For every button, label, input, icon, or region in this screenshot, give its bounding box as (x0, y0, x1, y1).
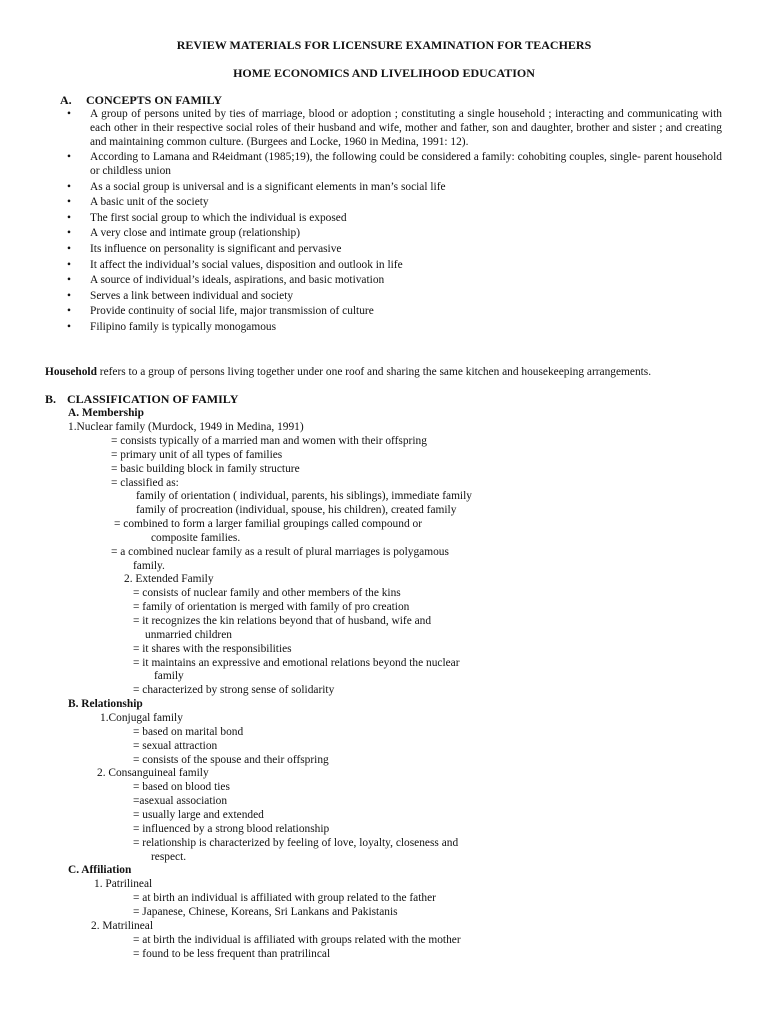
outline-line: = basic building block in family structure (111, 463, 300, 475)
outline-line: = consists typically of a married man and women with their offspring (111, 435, 427, 447)
outline-line: = found to be less frequent than pratrilincal (133, 948, 331, 960)
section-b-label: B. (45, 392, 57, 406)
concepts-bullet-list (90, 108, 722, 337)
outline-line: = at birth the individual is affiliated with groups related with the mother (133, 934, 461, 946)
outline-line: = consists of the spouse and their offspring (133, 754, 329, 766)
household-definition (45, 366, 722, 380)
outline-line: =asexual association (133, 795, 228, 807)
section-b-title: CLASSIFICATION OF FAMILY (67, 392, 239, 406)
outline-line: = at birth an individual is affiliated with group related to the father (133, 892, 436, 904)
outline-line: = sexual attraction (133, 740, 218, 752)
outline-line: family of orientation ( individual, parents, his siblings), immediate family (136, 490, 472, 502)
outline-line: = a combined nuclear family as a result of plural marriages is polygamous (111, 546, 449, 558)
outline-line: unmarried children (145, 629, 232, 641)
outline-line: = primary unit of all types of families (111, 449, 283, 461)
outline-line: family. (133, 560, 165, 572)
document-subtitle: HOME ECONOMICS AND LIVELIHOOD EDUCATION (233, 66, 535, 80)
section-a-heading (60, 94, 222, 108)
concept-bullet-item: • The first social group to which the individual is exposed (90, 212, 722, 226)
concept-bullet-item: • A very close and intimate group (relationship) (90, 227, 722, 241)
outline-line: = consists of nuclear family and other members of the kins (133, 587, 401, 599)
concept-bullet-item: • Provide continuity of social life, major transmission of culture (90, 305, 722, 319)
concept-bullet-item: • According to Lamana and R4eidmant (1985;19), the following could be considered a family: cohobiting couples, single- parent household or childless union (90, 151, 722, 179)
outline-line: = based on blood ties (133, 781, 230, 793)
outline-line: 2. Consanguineal family (97, 767, 209, 779)
outline-line: = family of orientation is merged with family of pro creation (133, 601, 410, 613)
outline-line: = based on marital bond (133, 726, 244, 738)
section-b-heading (45, 393, 238, 407)
document-title: REVIEW MATERIALS FOR LICENSURE EXAMINATION FOR TEACHERS (176, 38, 592, 52)
concept-bullet-item: • Serves a link between individual and society (90, 290, 722, 304)
concept-bullet-item: • It affect the individual’s social values, disposition and outlook in life (90, 259, 722, 273)
outline-line: = influenced by a strong blood relationship (133, 823, 330, 835)
outline-line: = relationship is characterized by feeling of love, loyalty, closeness and (133, 837, 459, 849)
outline-line: = combined to form a larger familial groupings called compound or (114, 518, 422, 530)
outline-line: 1. Patrilineal (94, 878, 153, 890)
subsection-heading: B. Relationship (68, 698, 143, 710)
concept-bullet-item: • As a social group is universal and is a significant elements in man’s social life (90, 181, 722, 195)
outline-line: = it recognizes the kin relations beyond that of husband, wife and (133, 615, 432, 627)
concept-bullet-item: • A source of individual’s ideals, aspirations, and basic motivation (90, 274, 722, 288)
outline-line: family of procreation (individual, spouse, his children), created family (136, 504, 457, 516)
outline-line: = it shares with the responsibilities (133, 643, 292, 655)
outline-line: 2. Extended Family (124, 573, 214, 585)
outline-line: = Japanese, Chinese, Koreans, Sri Lankans and Pakistanis (133, 906, 398, 918)
concept-bullet-item: • A basic unit of the society (90, 196, 722, 210)
section-a-label: A. (60, 93, 72, 107)
subsection-heading: C. Affiliation (68, 864, 132, 876)
outline-line: = usually large and extended (133, 809, 264, 821)
concept-bullet-item: • Its influence on personality is significant and pervasive (90, 243, 722, 257)
subsection-heading: A. Membership (68, 407, 144, 419)
outline-line: composite families. (151, 532, 241, 544)
concept-bullet-item: • A group of persons united by ties of marriage, blood or adoption ; constituting a single household ; interacting and communicating with each other in their respective social roles of their husband and wife, mother and father, son and daughter, brother and sister ; and creating and maintaining common culture. (Burgees and Locke, 1960 in Medina, 1991: 12). (90, 108, 722, 149)
outline-line: = characterized by strong sense of solidarity (133, 684, 335, 696)
outline-line: 1.Nuclear family (Murdock, 1949 in Medina, 1991) (68, 421, 304, 433)
outline-line: = it maintains an expressive and emotional relations beyond the nuclear (133, 657, 460, 669)
outline-line: respect. (151, 851, 187, 863)
section-a-title: CONCEPTS ON FAMILY (86, 93, 223, 107)
outline-line: family (154, 670, 184, 682)
concept-bullet-item: • Filipino family is typically monogamous (90, 321, 722, 335)
outline-line: 1.Conjugal family (100, 712, 183, 724)
outline-line: = classified as: (111, 477, 179, 489)
household-term: Household (45, 366, 97, 378)
household-text: refers to a group of persons living together under one roof and sharing the same kitchen and housekeeping arrangements. (96, 366, 652, 378)
outline-line: 2. Matrilineal (91, 920, 153, 932)
